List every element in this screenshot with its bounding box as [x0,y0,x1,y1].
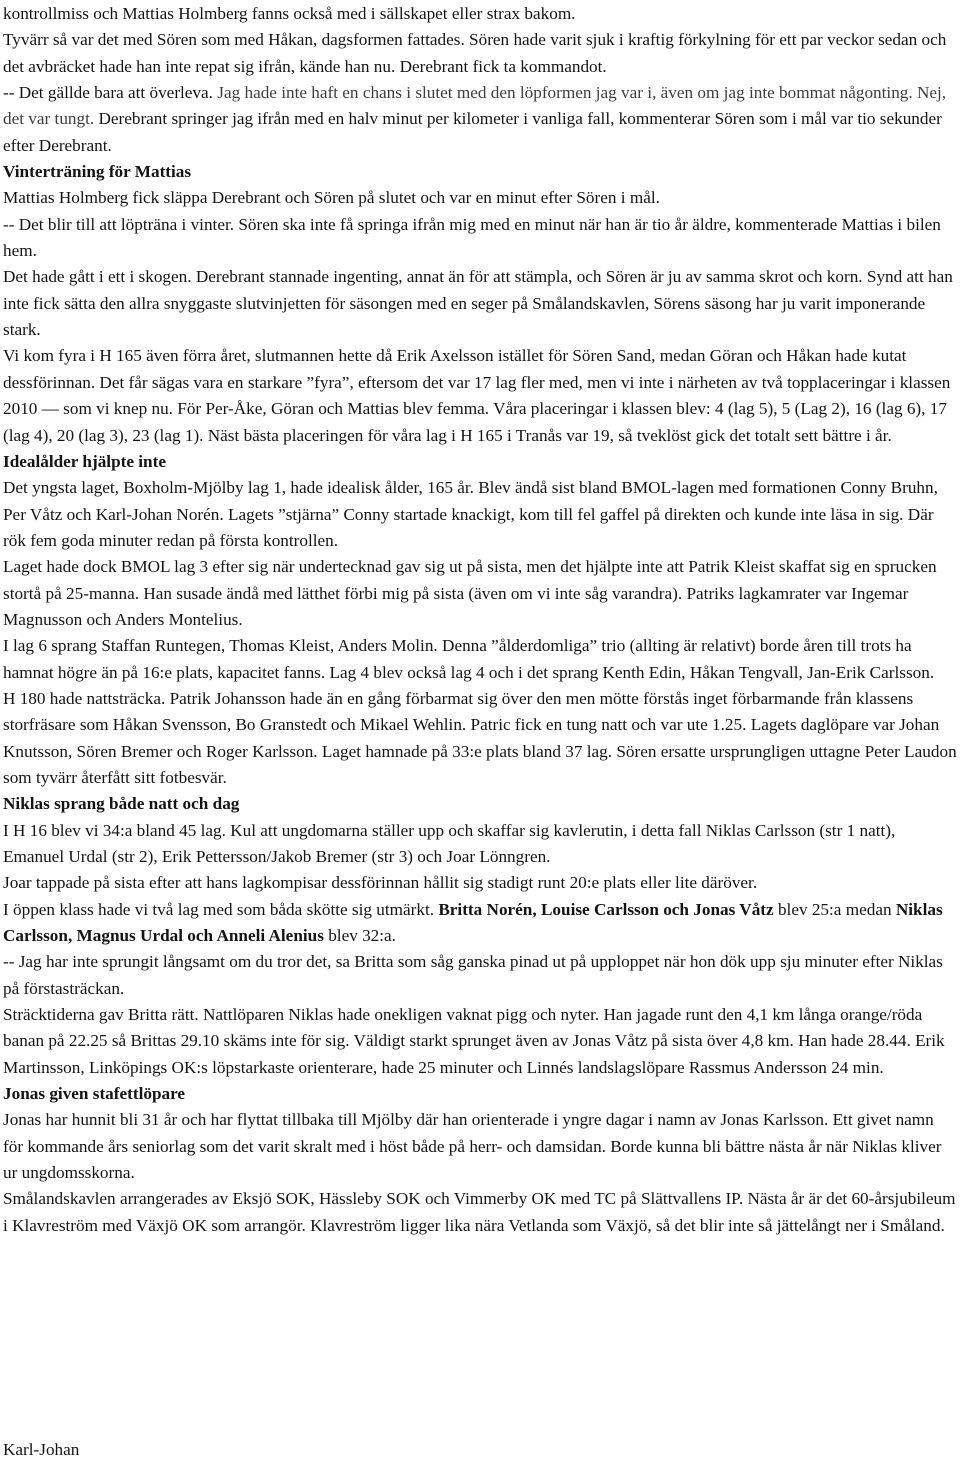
paragraph: Smålandskavlen arrangerades av Eksjö SOK, Hässleby SOK och Vimmerby OK med TC på Slättvallens IP. Nästa år är det 60-årsjubileum i Klavreström med Växjö OK som arrangör. Klavreström ligger lika nära Vetlanda som Växjö, så det blir inte så jättelångt ner i Småland. [3,1189,956,1235]
paragraph: I öppen klass hade vi två lag med som båda skötte sig utmärkt. Britta Norén, Louise Carlsson och Jonas Våtz blev 25:a medan Niklas Carlsson, Magnus Urdal och Anneli Alenius blev 32:a. [3,899,943,946]
article-body [3,1,958,1239]
paragraph: Tyvärr så var det med Sören som med Håkan, dagsformen fattades. Sören hade varit sjuk i kraftig förkylning för ett par veckor sedan och det avbräcket hade han inte repat sig ifrån, kände han nu. Derebrant fick ta kommandot. [3,30,947,76]
section-heading: Vinterträning för Mattias [3,162,192,182]
paragraph: Det hade gått i ett i skogen. Derebrant stannade ingenting, annat än för att stämpla, och Sören är ju av samma skrot och korn. Synd att han inte fick sätta den allra snyggaste slutvinjetten för säsongen med en seger på Smålandskavlen, Sörens säsong har ju varit imponerande stark. [3,267,953,340]
section-heading: Niklas sprang både natt och dag [3,794,240,814]
paragraph: kontrollmiss och Mattias Holmberg fanns också med i sällskapet eller strax bakom. [3,4,576,23]
section-heading: Idealålder hjälpte inte [3,451,166,471]
paragraph: Vi kom fyra i H 165 även förra året, slutmannen hette då Erik Axelsson istället för Sören Sand, medan Göran och Håkan hade kutat dessförinnan. Det får sägas vara en starkare ”fyra”, eftersom det var 17 lag fler med, men vi inte i närheten av två topplaceringar i klassen 2010 — som vi knep nu. För Per-Åke, Göran och Mattias blev femma. Våra placeringar i klassen blev: 4 (lag 5), 5 (Lag 2), 16 (lag 6), 17 (lag 4), 20 (lag 3), 23 (lag 1). Näst bästa placeringen för våra lag i H 165 i Tranås var 19, så tveklöst gick det totalt sett bättre i år. [3,346,951,445]
paragraph: H 180 hade nattsträcka. Patrik Johansson hade än en gång förbarmat sig över den men mötte förstås inget förbarmande från klassens storfräsare som Håkan Svensson, Bo Granstedt och Mikael Wehlin. Patric fick en tung natt och var ute 1.25. Lagets daglöpare var Johan Knutsson, Sören Bremer och Roger Karlsson. Laget hamnade på 33:e plats bland 37 lag. Sören ersatte ursprungligen uttagne Peter Laudon som tyvärr återfått sitt fotbesvär. [3,688,957,787]
paragraph: -- Jag har inte sprungit långsamt om du tror det, sa Britta som såg ganska pinad ut på upploppet när hon dök upp sju minuter efter Niklas på förstasträckan. [3,952,943,998]
section-heading: Jonas given stafettlöpare [3,1084,186,1104]
author-signature: Karl-Johan [3,1440,80,1459]
paragraph: Laget hade dock BMOL lag 3 efter sig när undertecknad gav sig ut på sista, men det hjälpte inte att Patrik Kleist skaffat sig en sprucken stortå på 25-manna. Han susade ändå med lätthet förbi mig på sista (även om vi inte såg varandra). Patriks lagkamrater var Ingemar Magnusson och Anders Montelius. [3,557,937,629]
team-names-bold: Niklas Carlsson, Magnus Urdal och Anneli Alenius [3,899,943,946]
paragraph: Det yngsta laget, Boxholm-Mjölby lag 1, hade idealisk ålder, 165 år. Blev ändå sist bland BMOL-lagen med formationen Conny Bruhn, Per Våtz och Karl-Johan Norén. Lagets ”stjärna” Conny startade knackigt, kom till fel gaffel på direkten och kunde inte läsa in sig. Där rök fem goda minuter redan på första kontrollen. [3,478,938,550]
paragraph: Jonas har hunnit bli 31 år och har flyttat tillbaka till Mjölby där han orienterade i yngre dagar i namn av Jonas Karlsson. Ett givet namn för kommande års seniorlag som det varit skralt med i höst både på herr- och damsidan. Borde kunna bli bättre nästa år när Niklas kliver ur ungdomsskorna. [3,1110,942,1183]
paragraph: Joar tappade på sista efter att hans lagkompisar dessförinnan hållit sig stadigt runt 20:e plats eller lite däröver. [3,873,758,893]
paragraph: Mattias Holmberg fick släppa Derebrant och Sören på slutet och var en minut efter Sören i mål. [3,188,660,208]
paragraph: I lag 6 sprang Staffan Runtegen, Thomas Kleist, Anders Molin. Denna ”ålderdomliga” trio (allting är relativt) borde åren till trots ha hamnat högre än på 16:e plats, kapacitet fanns. Lag 4 blev också lag 4 och i det sprang Kenth Edin, Håkan Tengvall, Jan-Erik Carlsson. [3,636,935,682]
paragraph: I H 16 blev vi 34:a bland 45 lag. Kul att ungdomarna ställer upp och skaffar sig kavlerutin, i detta fall Niklas Carlsson (str 1 natt), Emanuel Urdal (str 2), Erik Pettersson/Jakob Bremer (str 3) och Joar Lönngren. [3,820,896,866]
paragraph: -- Det gällde bara att överleva. Jag hade inte haft en chans i slutet med den löpformen jag var i, även om jag inte bommat någonting. Nej, det var tungt. Derebrant springer jag ifrån med en halv minut per kilometer i vanliga fall, kommenterar Sören som i mål var tio sekunder efter Derebrant. [3,83,947,155]
paragraph: Sträcktiderna gav Britta rätt. Nattlöparen Niklas hade onekligen vaknat pigg och nyter. Han jagade runt den 4,1 km långa orange/röda banan på 22.25 så Brittas 29.10 skäms inte för sig. Väldigt starkt sprunget även av Jonas Våtz på sista över 4,8 km. Han hade 28.44. Erik Martinsson, Linköpings OK:s löpstarkaste orienterare, hade 25 minuter och Linnés landslagslöpare Rassmus Andersson 24 min. [3,1005,945,1077]
team-names-bold: Britta Norén, Louise Carlsson och Jonas Våtz [438,899,774,919]
paragraph: -- Det blir till att löpträna i vinter. Sören ska inte få springa ifrån mig med en minut när han är tio år äldre, kommenterade Mattias i bilen hem. [3,214,941,261]
